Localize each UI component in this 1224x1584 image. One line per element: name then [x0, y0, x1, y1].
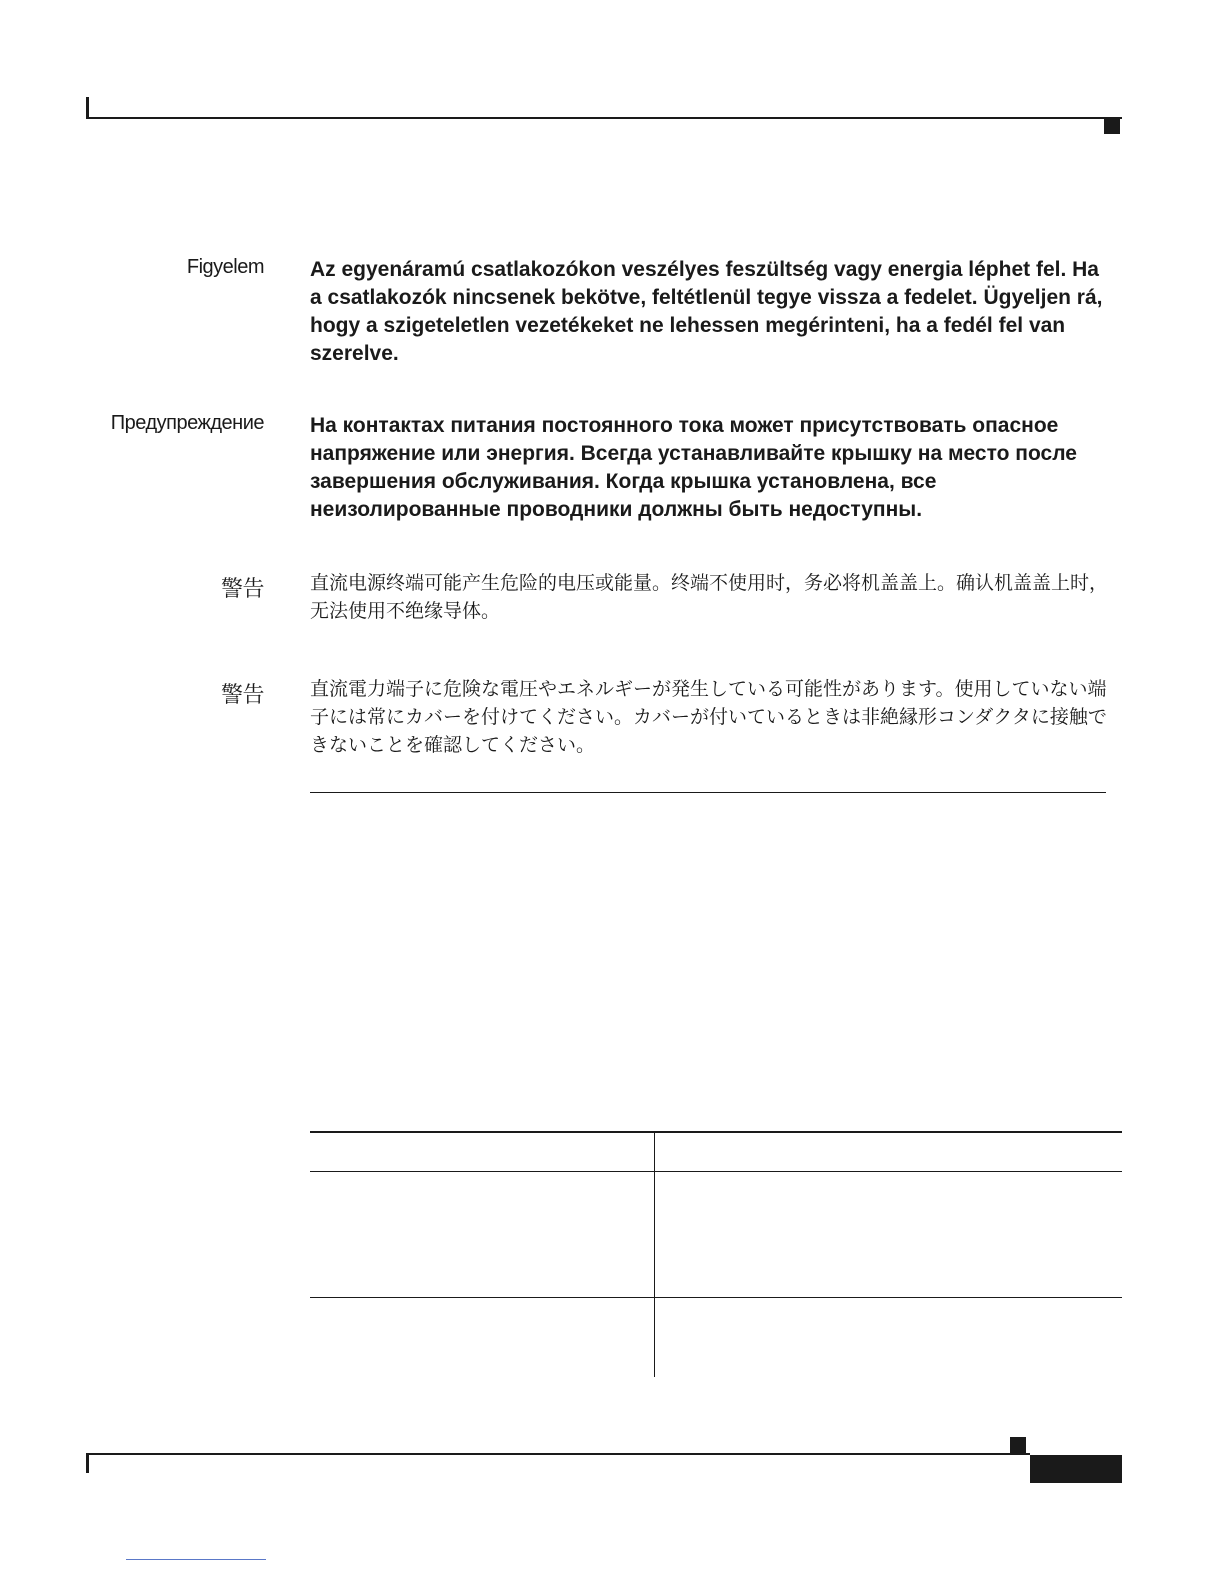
warning-label: Figyelem — [186, 256, 264, 278]
table-row-rule — [310, 1297, 1122, 1298]
footer-rule — [86, 1453, 1030, 1455]
warning-text: 直流電力端子に危険な電圧やエネルギーが発生している可能性があります。使用していない端子には常にカバーを付けてください。カバーが付いているときは非絶縁形コンダクタに接触できないことを確認してください。 — [310, 679, 1107, 756]
header-rule-tick — [86, 97, 89, 119]
warning-label: 警告 — [220, 576, 264, 601]
table-header-rule — [310, 1171, 1122, 1172]
footer-link-underline[interactable] — [126, 1559, 266, 1560]
header-marker — [1104, 119, 1120, 134]
warning-label: 警告 — [220, 682, 264, 707]
header-rule — [86, 117, 1122, 119]
section-divider — [310, 792, 1106, 793]
warning-text: На контактах питания постоянного тока может присутствовать опасное напряжение или энергия. Всегда устанавливайте крышку на место после завершения обслуживания. Когда крышка установлена, все неизолированные проводники должны быть недоступны. — [310, 414, 1077, 521]
footer-rule-tick — [86, 1453, 89, 1473]
table-column-divider — [654, 1131, 655, 1377]
warning-text: Az egyenáramú csatlakozókon veszélyes feszültség vagy energia léphet fel. Ha a csatlakozók nincsenek bekötve, feltétlenül tegye vissza a fedelet. Ügyeljen rá, hogy a szigeteletlen vezetékeket ne lehessen megérinteni, ha a fedél fel van szerelve. — [310, 258, 1103, 365]
footer-marker — [1010, 1437, 1026, 1453]
footer-page-tab — [1030, 1455, 1122, 1483]
warning-text: 直流电源终端可能产生危险的电压或能量。终端不使用时，务必将机盖盖上。确认机盖盖上时，无法使用不绝缘导体。 — [310, 573, 1109, 622]
table-top-rule — [310, 1131, 1122, 1133]
warning-label: Предупреждение — [110, 412, 264, 434]
